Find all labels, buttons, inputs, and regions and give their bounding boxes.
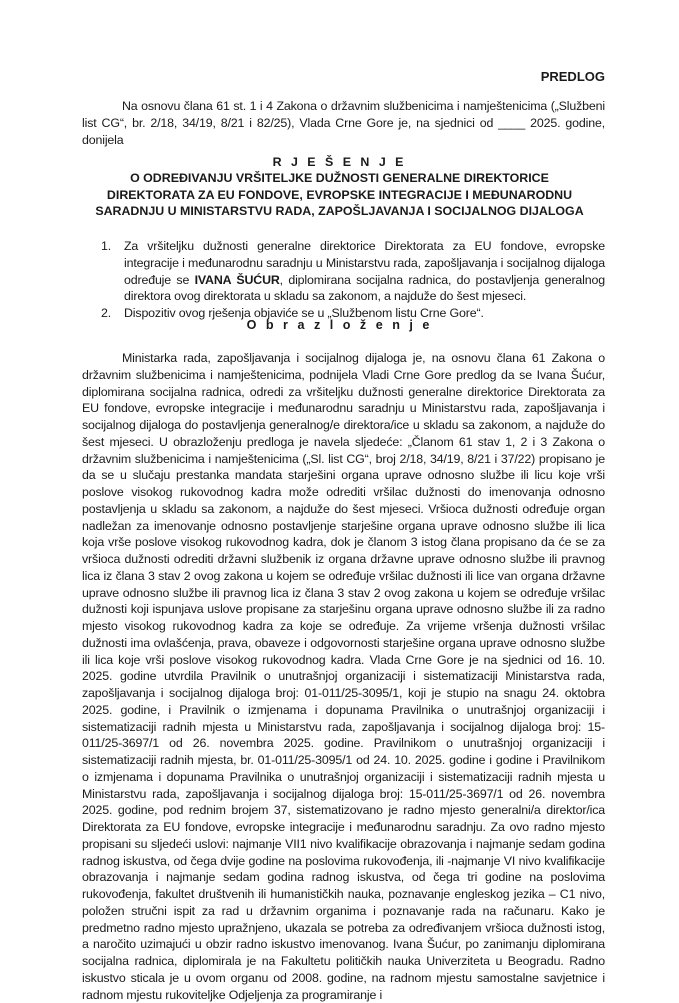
decision-title-line-3: SARADNJU U MINISTARSTVU RADA, ZAPOŠLJAVANJA I SOCIJALNOG DIJALOGA xyxy=(95,203,584,218)
item-number: 2. xyxy=(101,306,112,321)
decision-item xyxy=(101,238,605,305)
item-text-after: , diplomirana socijalna radnica, do postavljenja generalnog direktora ovog direktorata u skladu sa zakonom, a najduže do šest mjeseci. xyxy=(124,272,605,304)
document-label: PREDLOG xyxy=(540,69,605,84)
decision-heading: R J E Š E N J E xyxy=(272,155,407,169)
decision-title-line-2: DIREKTORATA ZA EU FONDOVE, EVROPSKE INTEGRACIJE I MEĐUNARODNU xyxy=(106,187,573,202)
intro-paragraph: Na osnovu člana 61 st. 1 i 4 Zakona o državnim službenicima i namještenicima („Službeni list CG“, br. 2/18, 34/19, 8/21 i 82/25), Vlada Crne Gore je, na sjednici od ____ 2025. godine, donijela xyxy=(82,99,605,147)
item-text: Za vršiteljku dužnosti generalne direktorice Direktorata za EU fondove, evropske integracije i međunarodnu saradnju u Ministarstvu rada, zapošljavanja i socijalnog dijaloga određuje se xyxy=(124,239,605,287)
decision-title-line-1: O ODREĐIVANJU VRŠITELJKE DUŽNOSTI GENERALNE DIREKTORICE xyxy=(130,171,549,186)
reasoning-heading: O b r a z l o ž e n j e xyxy=(246,318,433,332)
reasoning-paragraph: Ministarka rada, zapošljavanja i socijalnog dijaloga je, na osnovu člana 61 Zakona o državnim službenicima i namještenicima, podnijela Vladi Crne Gore predlog da se Ivana Šućur, diplomirana socijalna radnica, odredi za vršiteljku dužnosti generalne direktorice Direktorata za EU fondove, evropske integracije i međunarodnu saradnju u Ministarstvu rada, zapošljavanja i socijalnog dijaloga do postavljenja generalnog/e direktora/ice u skladu sa zakonom, a najduže do šest mjeseci. U obrazloženju predloga je navela sljedeće: „Članom 61 stav 1, 2 i 3 Zakona o državnim službenicima i namještenicima („Sl. list CG“, broj 2/18, 34/19, 8/21 i 37/22) propisano je da se u slučaju prestanka mandata starješini organa uprave odnosno službe ili licu koje vrši poslove visokog rukovodnog kadra može odrediti vršilac dužnosti do imenovanja odnosno postavljenja u skladu sa zakonom, a najduže do šest mjeseci. Vršioca dužnosti određuje organ nadležan za imenovanje odnosno postavljenje starješine organa uprave odnosno službe ili lica koja vrše poslove visokog rukovodnog kadra, dok je članom 3 istog člana propisano da će se za vršioca dužnosti odrediti državni službenik iz organa državne uprave odnosno službe ili pravnog lica iz člana 3 stav 2 ovog zakona u kojem se određuje vršilac dužnosti ili lice van organa državne uprave odnosno službe ili pravnog lica iz člana 3 stav 2 ovog zakona u kojem se određuje vršilac dužnosti koji ispunjava uslove propisane za starješinu organa uprave odnosno službe ili za radno mjesto visokog rukovodnog kadra za koje se određuje. Za vrijeme vršenja dužnosti vršilac dužnosti ima ovlašćenja, prava, obaveze i odgovornosti starješine organa uprave odnosno službe ili lica koje vrši poslove visokog rukovodnog kadra. Vlada Crne Gore je na sjednici od 16. 10. 2025. godine utvrdila Pravilnik o unutrašnjoj organizaciji i sistematizaciji Ministarstva rada, zapošljavanja i socijalnog dijaloga broj: 01-011/25-3095/1, koji je stupio na snagu 24. oktobra 2025. godine, i Pravilnik o izmjenama i dopunama Pravilnika o unutrašnjoj organizaciji i sistematizaciji radnih mjesta u Ministarstvu rada, zapošljavanja i socijalnog dijaloga broj: 15-011/25-3697/1 od 26. novembra 2025. godine. Pravilnikom o unutrašnjoj organizaciji i sistematizaciji radnih mjesta, br. 01-011/25-3095/1 od 24. 10. 2025. godine i godine i Pravilnikom o izmjenama i dopunama Pravilnika o unutrašnjoj organizaciji i sistematizaciji radnih mjesta u Ministarstvu rada, zapošljavanja i socijalnog dijaloga broj: 15-011/25-3697/1 od 26. novembra 2025. godine, pod rednim brojem 37, sistematizovano je radno mjesto generalni/a direktor/ica Direktorata za EU fondove, evropske integracije i međunarodnu saradnju. Za ovo radno mjesto propisani su sljedeći uslovi: najmanje VII1 nivo kvalifikacije obrazovanja i najmanje sedam godina radnog iskustva, od čega dvije godine na poslovima rukovođenja, ili -najmanje VI nivo kvalifikacije obrazovanja i najmanje sedam godina radnog iskustva, od čega tri godine na poslovima rukovođenja, fakultet društvenih ili humanističkih nauka, poznavanje engleskog jezika – C1 nivo, položen stručni ispit za rad u državnim organima i poznavanje rada na računaru. Kako je predmetno radno mjesto upražnjeno, ukazala se potreba za određivanjem vršioca dužnosti istog, a naročito uzimajući u obzir radno iskustvo imenovanog. Ivana Šućur, po zanimanju diplomirana socijalna radnica, diplomirala je na Fakultetu političkih nauka Univerziteta u Beogradu. Radno iskustvo sticala je u ovom organu od 2008. godine, na radnom mjestu samostalne savjetnice i radnom mjestu rukoviteljke Odjeljenja za programiranje i xyxy=(82,351,605,1002)
appointee-name: IVANA ŠUĆUR xyxy=(194,272,280,287)
item-text: Dispozitiv ovog rješenja objaviće se u „Službenom listu Crne Gore“. xyxy=(124,306,484,321)
item-number: 1. xyxy=(101,239,112,253)
decision-items xyxy=(101,238,605,322)
decision-title xyxy=(0,154,679,219)
